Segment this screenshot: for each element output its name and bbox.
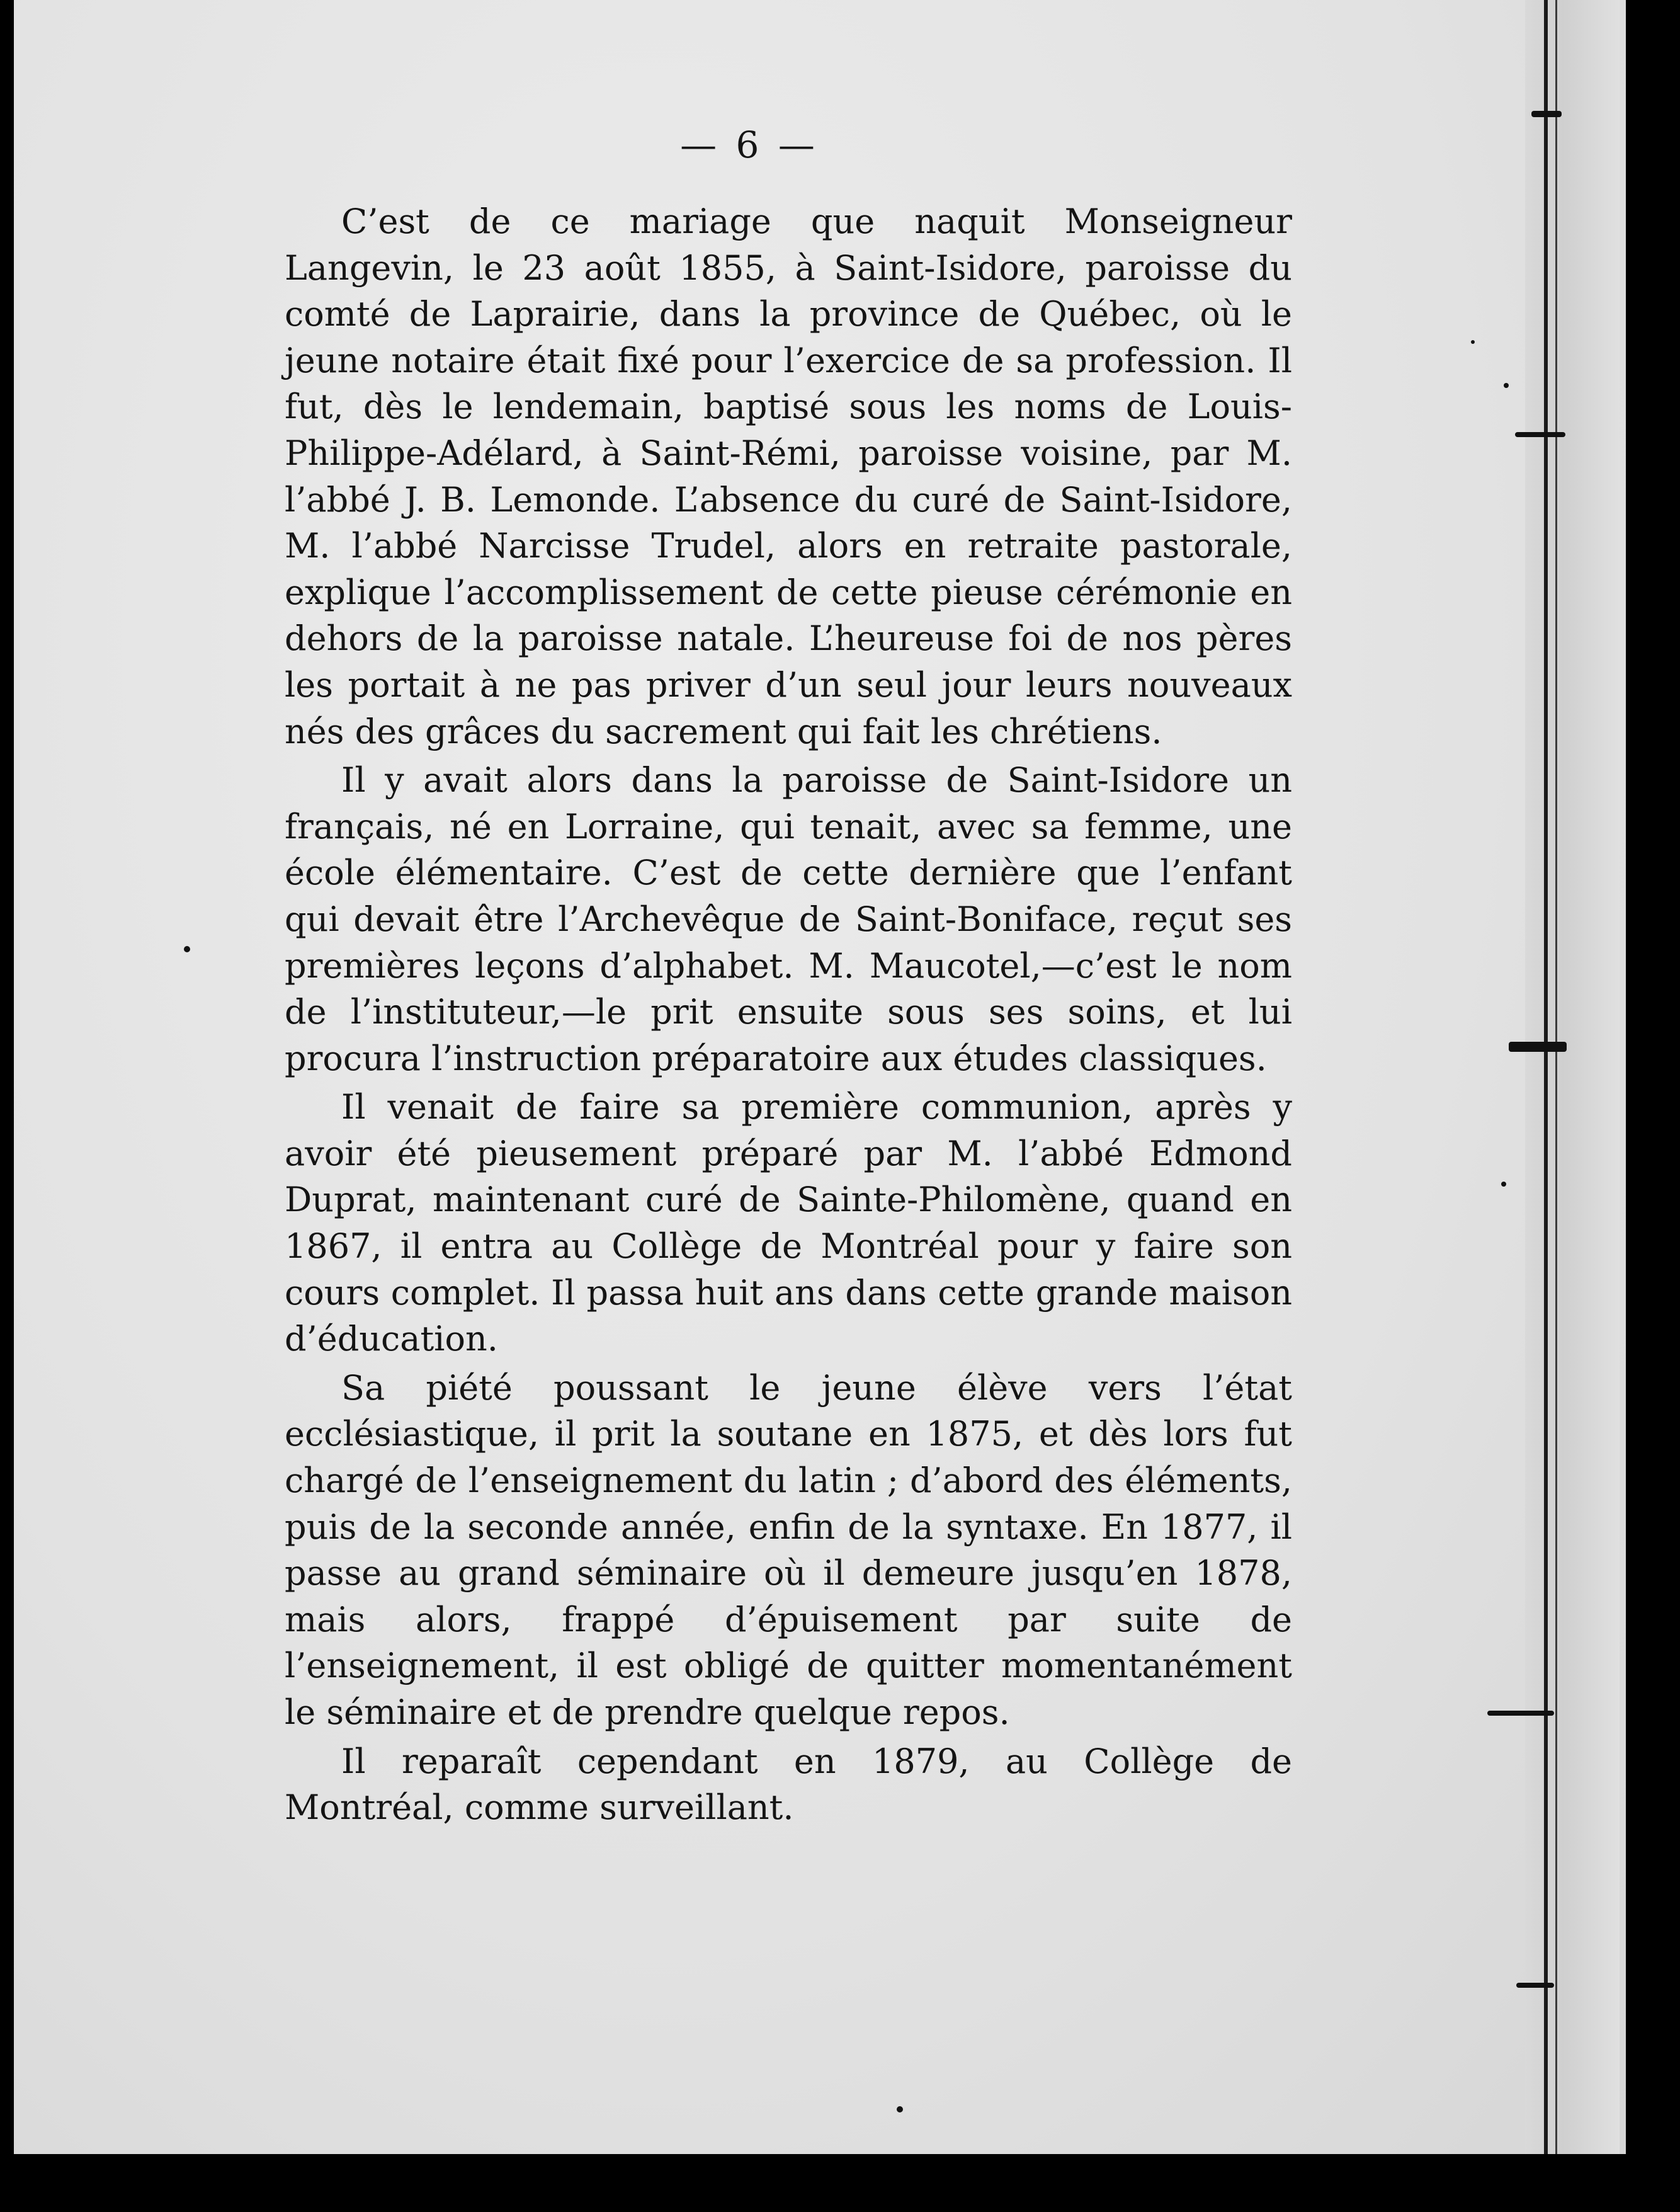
paper-speck (1471, 340, 1475, 344)
paragraph: Il reparaît cependant en 1879, au Collège de Montréal, comme surveillant. (285, 1741, 1292, 1828)
binding-stitch (1516, 1983, 1554, 1988)
scan-border-bottom (0, 2154, 1680, 2212)
book-binding (1525, 0, 1620, 2154)
binding-stitch (1509, 1042, 1567, 1052)
binding-stitch (1515, 432, 1565, 437)
scan-border-right (1626, 0, 1680, 2212)
page-number: — 6 — (680, 123, 819, 166)
binding-thread-shadow (1555, 0, 1557, 2154)
binding-stitch (1531, 111, 1562, 117)
paper-speck (897, 2106, 903, 2112)
paper-speck (184, 946, 190, 952)
paragraph: C’est de ce mariage que naquit Monseigneur Langevin, le 23 août 1855, à Saint-Isidore, paroisse du comté de Laprairie, dans la province de Québec, où le jeune notaire était fixé pour l’exercice de sa profession. Il fut, dès le lendemain, baptisé sous les noms de Louis-Philippe-Adélard, à Saint-Rémi, paroisse voisine, par M. l’abbé J. B. Lemonde. L’absence du curé de Saint-Isidore, M. l’abbé Narcisse Trudel, alors en retraite pastorale, explique l’accomplissement de cette pieuse cérémonie en dehors de la paroisse natale. L’heureuse foi de nos pères les portait à ne pas priver d’un seul jour leurs nouveaux nés des grâces du sacrement qui fait les chrétiens. (285, 202, 1292, 751)
paragraph: Il y avait alors dans la paroisse de Saint-Isidore un français, né en Lorraine, qui tenait, avec sa femme, une école élémentaire. C’est de cette dernière que l’enfant qui devait être l’Archevêque de Saint-Boniface, reçut ses premières leçons d’alphabet. M. Maucotel,—c’est le nom de l’instituteur,—le prit ensuite sous ses soins, et lui procura l’instruction préparatoire aux études classiques. (285, 760, 1292, 1078)
paragraph: Sa piété poussant le jeune élève vers l’état ecclésiastique, il prit la soutane en 1875, et dès lors fut chargé de l’enseignement du latin ; d’abord des éléments, puis de la seconde année, enfin de la syntaxe. En 1877, il passe au grand séminaire où il demeure jusqu’en 1878, mais alors, frappé d’épuisement par suite de l’enseignement, il est obligé de quitter momentanément le séminaire et de prendre quelque repos. (285, 1367, 1292, 1732)
binding-thread (1544, 0, 1548, 2154)
paragraph: Il venait de faire sa première communion, après y avoir été pieusement préparé par M. l’abbé Edmond Duprat, maintenant curé de Sainte-Philomène, quand en 1867, il entra au Collège de Montréal pour y faire son cours complet. Il passa huit ans dans cette grande maison d’éducation. (285, 1087, 1292, 1359)
paper-speck (1501, 1182, 1506, 1187)
paper-speck (1504, 383, 1509, 388)
body-text (285, 198, 1292, 1831)
binding-stitch (1487, 1711, 1554, 1716)
